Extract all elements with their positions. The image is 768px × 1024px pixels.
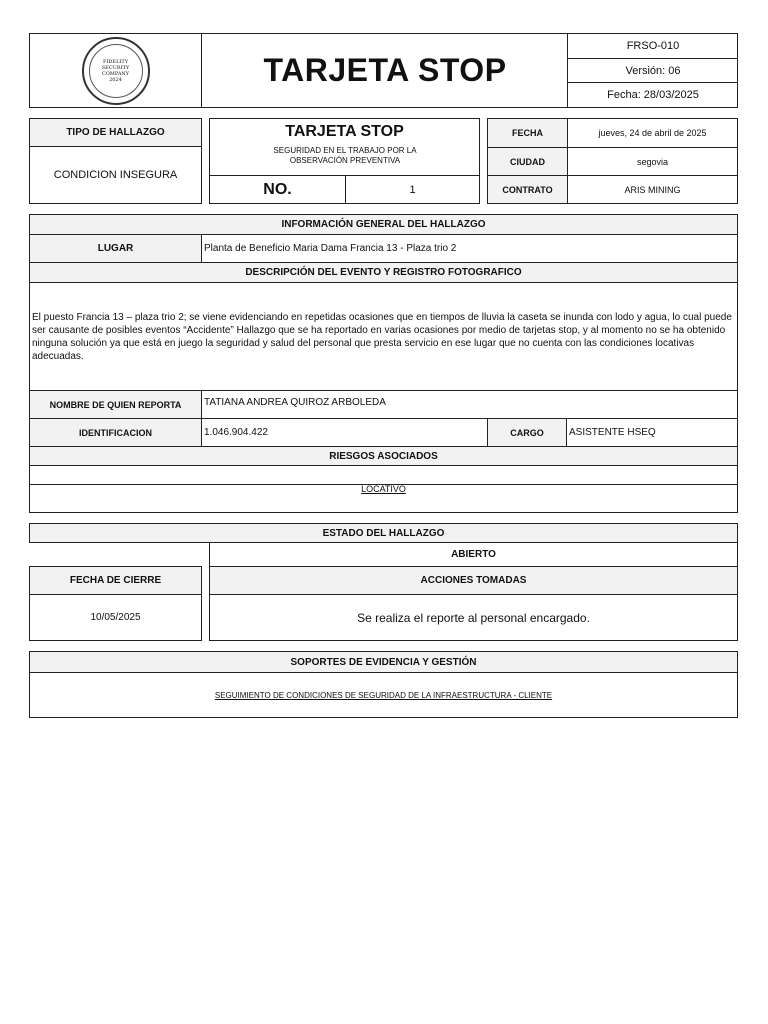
- card-subtitle: SEGURIDAD EN EL TRABAJO POR LA OBSERVACIÓN PREVENTIVA: [273, 146, 417, 165]
- risks-title: RIESGOS ASOCIADOS: [30, 447, 737, 466]
- close-date-box: [29, 566, 202, 641]
- status-title: ESTADO DEL HALLAZGO: [322, 527, 445, 539]
- evidence-section: [29, 651, 738, 718]
- evidence-link[interactable]: SEGUIMIENTO DE CONDICIONES DE SEGURIDAD DE LA INFRAESTRUCTURA - CLIENTE: [214, 690, 553, 700]
- cargo-label: CARGO: [488, 419, 567, 447]
- card-details-box: [487, 118, 738, 204]
- finding-type-box: [29, 118, 202, 204]
- form-date: Fecha: 28/03/2025: [567, 83, 738, 107]
- stop-card-box: [209, 118, 480, 204]
- status-state-box: [209, 543, 738, 567]
- fecha-label: FECHA: [488, 119, 568, 148]
- logo-cell: [30, 34, 202, 107]
- general-info-section: [29, 214, 738, 485]
- general-info-title: INFORMACIÓN GENERAL DEL HALLAZGO: [30, 215, 737, 235]
- contrato-value: ARIS MINING: [624, 184, 681, 195]
- company-logo: [82, 37, 150, 105]
- ciudad-label: CIUDAD: [488, 148, 568, 176]
- reporter-value: TATIANA ANDREA QUIROZ ARBOLEDA: [202, 391, 737, 419]
- fecha-value: jueves, 24 de abril de 2025: [568, 119, 737, 148]
- actions-box: [209, 566, 738, 641]
- finding-type-value: CONDICION INSEGURA: [53, 169, 178, 181]
- close-date-label: FECHA DE CIERRE: [30, 567, 201, 595]
- status-title-box: [29, 523, 738, 543]
- risks-box-border: [29, 466, 738, 513]
- contrato-label: CONTRATO: [488, 176, 568, 203]
- status-state: ABIERTO: [451, 549, 496, 560]
- ciudad-value: segovia: [568, 148, 737, 176]
- cargo-value: ASISTENTE HSEQ: [567, 419, 737, 447]
- event-description: El puesto Francia 13 – plaza trio 2; se viene evidenciando en repetidas ocasiones que en tiempos de lluvia la caseta se inunda con lodo y agua, lo cual puede ser causante de posibles eventos “Accidente” Hallazgo que se ha reportado en varias ocasiones por medio de tarjetas stop, y al momento no se ha obtenido ninguna solución ya que está en juego la seguridad y salud del personal que presta servicio en ese lugar que no cuenta con las condiciones locativas adecuadas.: [30, 283, 737, 391]
- form-version: Versión: 06: [567, 59, 738, 83]
- finding-type-label: TIPO DE HALLAZGO: [30, 119, 201, 147]
- risk-item-locativo[interactable]: LOCATIVO: [361, 484, 406, 494]
- lugar-value: Planta de Beneficio Maria Dama Francia 13 - Plaza trio 2: [202, 235, 737, 263]
- reporter-label: NOMBRE DE QUIEN REPORTA: [30, 391, 202, 419]
- card-number-value: 1: [346, 175, 479, 203]
- card-number-label: NO.: [210, 175, 346, 203]
- id-label: IDENTIFICACION: [30, 419, 202, 447]
- document-header: [29, 33, 738, 108]
- description-title: DESCRIPCIÓN DEL EVENTO Y REGISTRO FOTOGRAFICO: [30, 263, 737, 283]
- card-title: TARJETA STOP: [285, 123, 404, 140]
- header-title: TARJETA STOP: [263, 52, 507, 88]
- lugar-label: LUGAR: [30, 235, 202, 263]
- actions-label: ACCIONES TOMADAS: [210, 567, 737, 595]
- logo-text: FIDELITY SECURITY COMPANY 2024: [101, 58, 130, 83]
- actions-value: Se realiza el reporte al personal encargado.: [357, 610, 590, 625]
- id-value: 1.046.904.422: [202, 419, 488, 447]
- form-code: FRSO-010: [567, 34, 738, 59]
- close-date-value: 10/05/2025: [90, 612, 141, 623]
- evidence-title: SOPORTES DE EVIDENCIA Y GESTIÓN: [30, 652, 737, 673]
